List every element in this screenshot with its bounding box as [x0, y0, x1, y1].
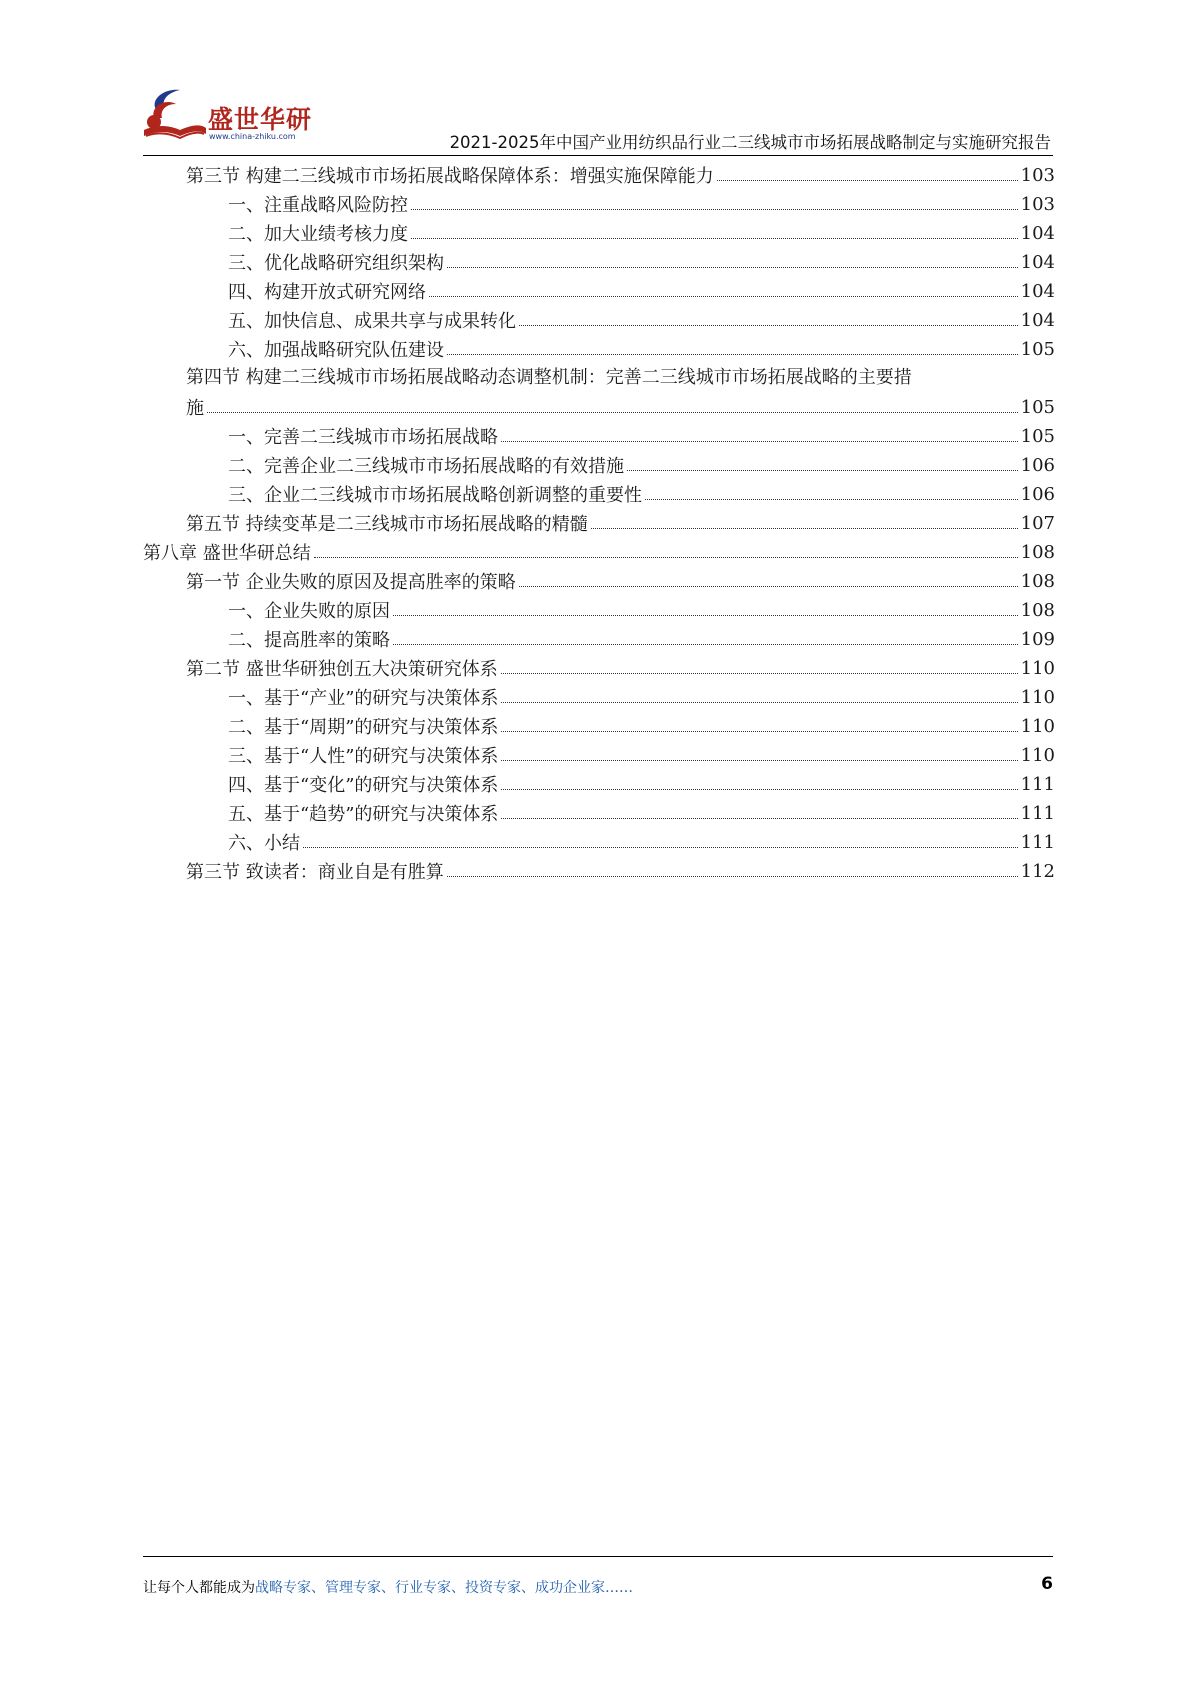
toc-entry[interactable]	[228, 450, 1055, 480]
toc-entry[interactable]	[228, 276, 1055, 306]
toc-entry-page: 110	[1020, 744, 1055, 766]
footer-slogan-highlight: 战略专家、管理专家、行业专家、投资专家、成功企业家……	[255, 1580, 633, 1596]
toc-entry-title: 一、企业失败的原因	[228, 601, 390, 622]
toc-leader-dots	[627, 469, 1018, 471]
toc-entry[interactable]	[228, 682, 1055, 712]
toc-entry[interactable]	[143, 537, 1055, 567]
toc-entry-title: 三、基于“人性”的研究与决策体系	[228, 746, 499, 767]
toc-entry-title: 第三节 致读者：商业自是有胜算	[186, 862, 444, 883]
toc-entry-title: 一、完善二三线城市市场拓展战略	[228, 427, 498, 448]
toc-entry[interactable]	[228, 624, 1055, 654]
toc-entry[interactable]	[186, 508, 1055, 538]
toc-entry-page: 111	[1020, 802, 1055, 824]
toc-entry[interactable]	[228, 798, 1055, 828]
toc-leader-dots	[429, 295, 1018, 297]
toc-entry-title: 五、加快信息、成果共享与成果转化	[228, 311, 516, 332]
logo-name: 盛世华研	[208, 105, 313, 134]
toc-entry-title: 第五节 持续变革是二三线城市市场拓展战略的精髓	[186, 514, 588, 535]
toc-leader-dots	[303, 846, 1018, 848]
toc-entry-title: 三、优化战略研究组织架构	[228, 253, 444, 274]
toc-entry[interactable]	[186, 392, 1055, 422]
toc-entry[interactable]	[186, 160, 1055, 190]
toc-entry-title: 二、完善企业二三线城市市场拓展战略的有效措施	[228, 456, 624, 477]
toc-leader-dots	[501, 817, 1017, 819]
toc-entry-title-line2: 施	[186, 398, 204, 419]
footer-slogan	[143, 1577, 633, 1597]
toc-entry-page: 111	[1020, 773, 1055, 795]
toc-entry-title: 一、注重战略风险防控	[228, 195, 408, 216]
toc-entry[interactable]	[228, 711, 1055, 741]
toc-leader-dots	[501, 440, 1018, 442]
toc-leader-dots	[591, 527, 1018, 529]
toc-entry-page: 104	[1020, 251, 1055, 273]
toc-entry-title: 二、加大业绩考核力度	[228, 224, 408, 245]
page-number: 6	[1041, 1574, 1053, 1594]
toc-leader-dots	[519, 585, 1018, 587]
toc-leader-dots	[501, 788, 1017, 790]
toc-entry-title: 三、企业二三线城市市场拓展战略创新调整的重要性	[228, 485, 642, 506]
toc-leader-dots	[447, 875, 1018, 877]
toc-entry-title: 第一节 企业失败的原因及提高胜率的策略	[186, 572, 516, 593]
toc-entry-title-line1[interactable]: 第四节 构建二三线城市市场拓展战略动态调整机制：完善二三线城市市场拓展战略的主要措	[186, 367, 912, 388]
toc-leader-dots	[501, 759, 1017, 761]
toc-entry[interactable]	[186, 653, 1055, 683]
toc-leader-dots	[519, 324, 1018, 326]
toc-entry-page: 110	[1020, 657, 1055, 679]
toc-leader-dots	[717, 179, 1018, 181]
report-title: 2021-2025年中国产业用纺织品行业二三线城市市场拓展战略制定与实施研究报告	[449, 133, 1051, 152]
toc-entry-page: 104	[1020, 222, 1055, 244]
toc-entry-page: 110	[1020, 715, 1055, 737]
toc-entry-title: 四、基于“变化”的研究与决策体系	[228, 775, 499, 796]
toc-entry[interactable]	[228, 827, 1055, 857]
toc-entry-page: 106	[1020, 483, 1055, 505]
toc-entry-title: 一、基于“产业”的研究与决策体系	[228, 688, 499, 709]
toc-entry-page: 112	[1020, 860, 1055, 882]
toc-entry-page: 105	[1020, 338, 1055, 360]
toc-entry-title: 五、基于“趋势”的研究与决策体系	[228, 804, 499, 825]
toc-entry-title: 第三节 构建二三线城市市场拓展战略保障体系：增强实施保障能力	[186, 166, 714, 187]
toc-leader-dots	[501, 672, 1018, 674]
toc-entry-title: 四、构建开放式研究网络	[228, 282, 426, 303]
toc-entry[interactable]	[228, 421, 1055, 451]
toc-entry[interactable]	[228, 247, 1055, 277]
toc-entry[interactable]	[228, 218, 1055, 248]
toc-entry-title: 二、基于“周期”的研究与决策体系	[228, 717, 499, 738]
toc-entry-page: 105	[1020, 425, 1055, 447]
toc-entry-page: 103	[1020, 164, 1055, 186]
toc-entry-page: 104	[1020, 309, 1055, 331]
toc-entry[interactable]	[228, 595, 1055, 625]
toc-leader-dots	[207, 411, 1018, 413]
toc-entry-page: 108	[1020, 541, 1055, 563]
toc-entry-page: 110	[1020, 686, 1055, 708]
logo-emblem-icon	[140, 84, 210, 146]
toc-leader-dots	[501, 730, 1017, 732]
toc-entry-page: 108	[1020, 570, 1055, 592]
toc-leader-dots	[411, 237, 1018, 239]
toc-entry-title: 六、小结	[228, 833, 300, 854]
toc-entry-page: 109	[1020, 628, 1055, 650]
toc-entry[interactable]	[186, 566, 1055, 596]
toc-entry-title: 第二节 盛世华研独创五大决策研究体系	[186, 659, 498, 680]
footer-divider	[143, 1556, 1053, 1557]
toc-entry-title: 第八章 盛世华研总结	[143, 543, 311, 564]
toc-entry[interactable]	[228, 305, 1055, 335]
toc-leader-dots	[393, 614, 1018, 616]
toc-leader-dots	[501, 701, 1017, 703]
toc-leader-dots	[447, 353, 1018, 355]
toc-leader-dots	[645, 498, 1018, 500]
toc-entry-page: 105	[1020, 396, 1055, 418]
logo-url: www.china-zhiku.com	[209, 132, 296, 141]
toc-entry[interactable]	[228, 740, 1055, 770]
toc-entry[interactable]	[228, 189, 1055, 219]
toc-entry[interactable]	[228, 769, 1055, 799]
toc-entry-title: 二、提高胜率的策略	[228, 630, 390, 651]
toc-leader-dots	[447, 266, 1018, 268]
toc-entry[interactable]	[228, 479, 1055, 509]
toc-entry-page: 103	[1020, 193, 1055, 215]
toc-entry-page: 111	[1020, 831, 1055, 853]
toc-entry-page: 107	[1020, 512, 1055, 534]
toc-entry[interactable]	[228, 334, 1055, 364]
toc-entry-page: 104	[1020, 280, 1055, 302]
toc-leader-dots	[314, 556, 1018, 558]
toc-entry[interactable]	[186, 856, 1055, 886]
toc-entry-title: 六、加强战略研究队伍建设	[228, 340, 444, 361]
toc-leader-dots	[411, 208, 1018, 210]
toc-entry-page: 106	[1020, 454, 1055, 476]
brand-logo	[140, 84, 313, 146]
toc-entry-page: 108	[1020, 599, 1055, 621]
footer-slogan-prefix: 让每个人都能成为	[143, 1580, 255, 1596]
toc-leader-dots	[393, 643, 1018, 645]
header-divider	[143, 155, 1053, 156]
